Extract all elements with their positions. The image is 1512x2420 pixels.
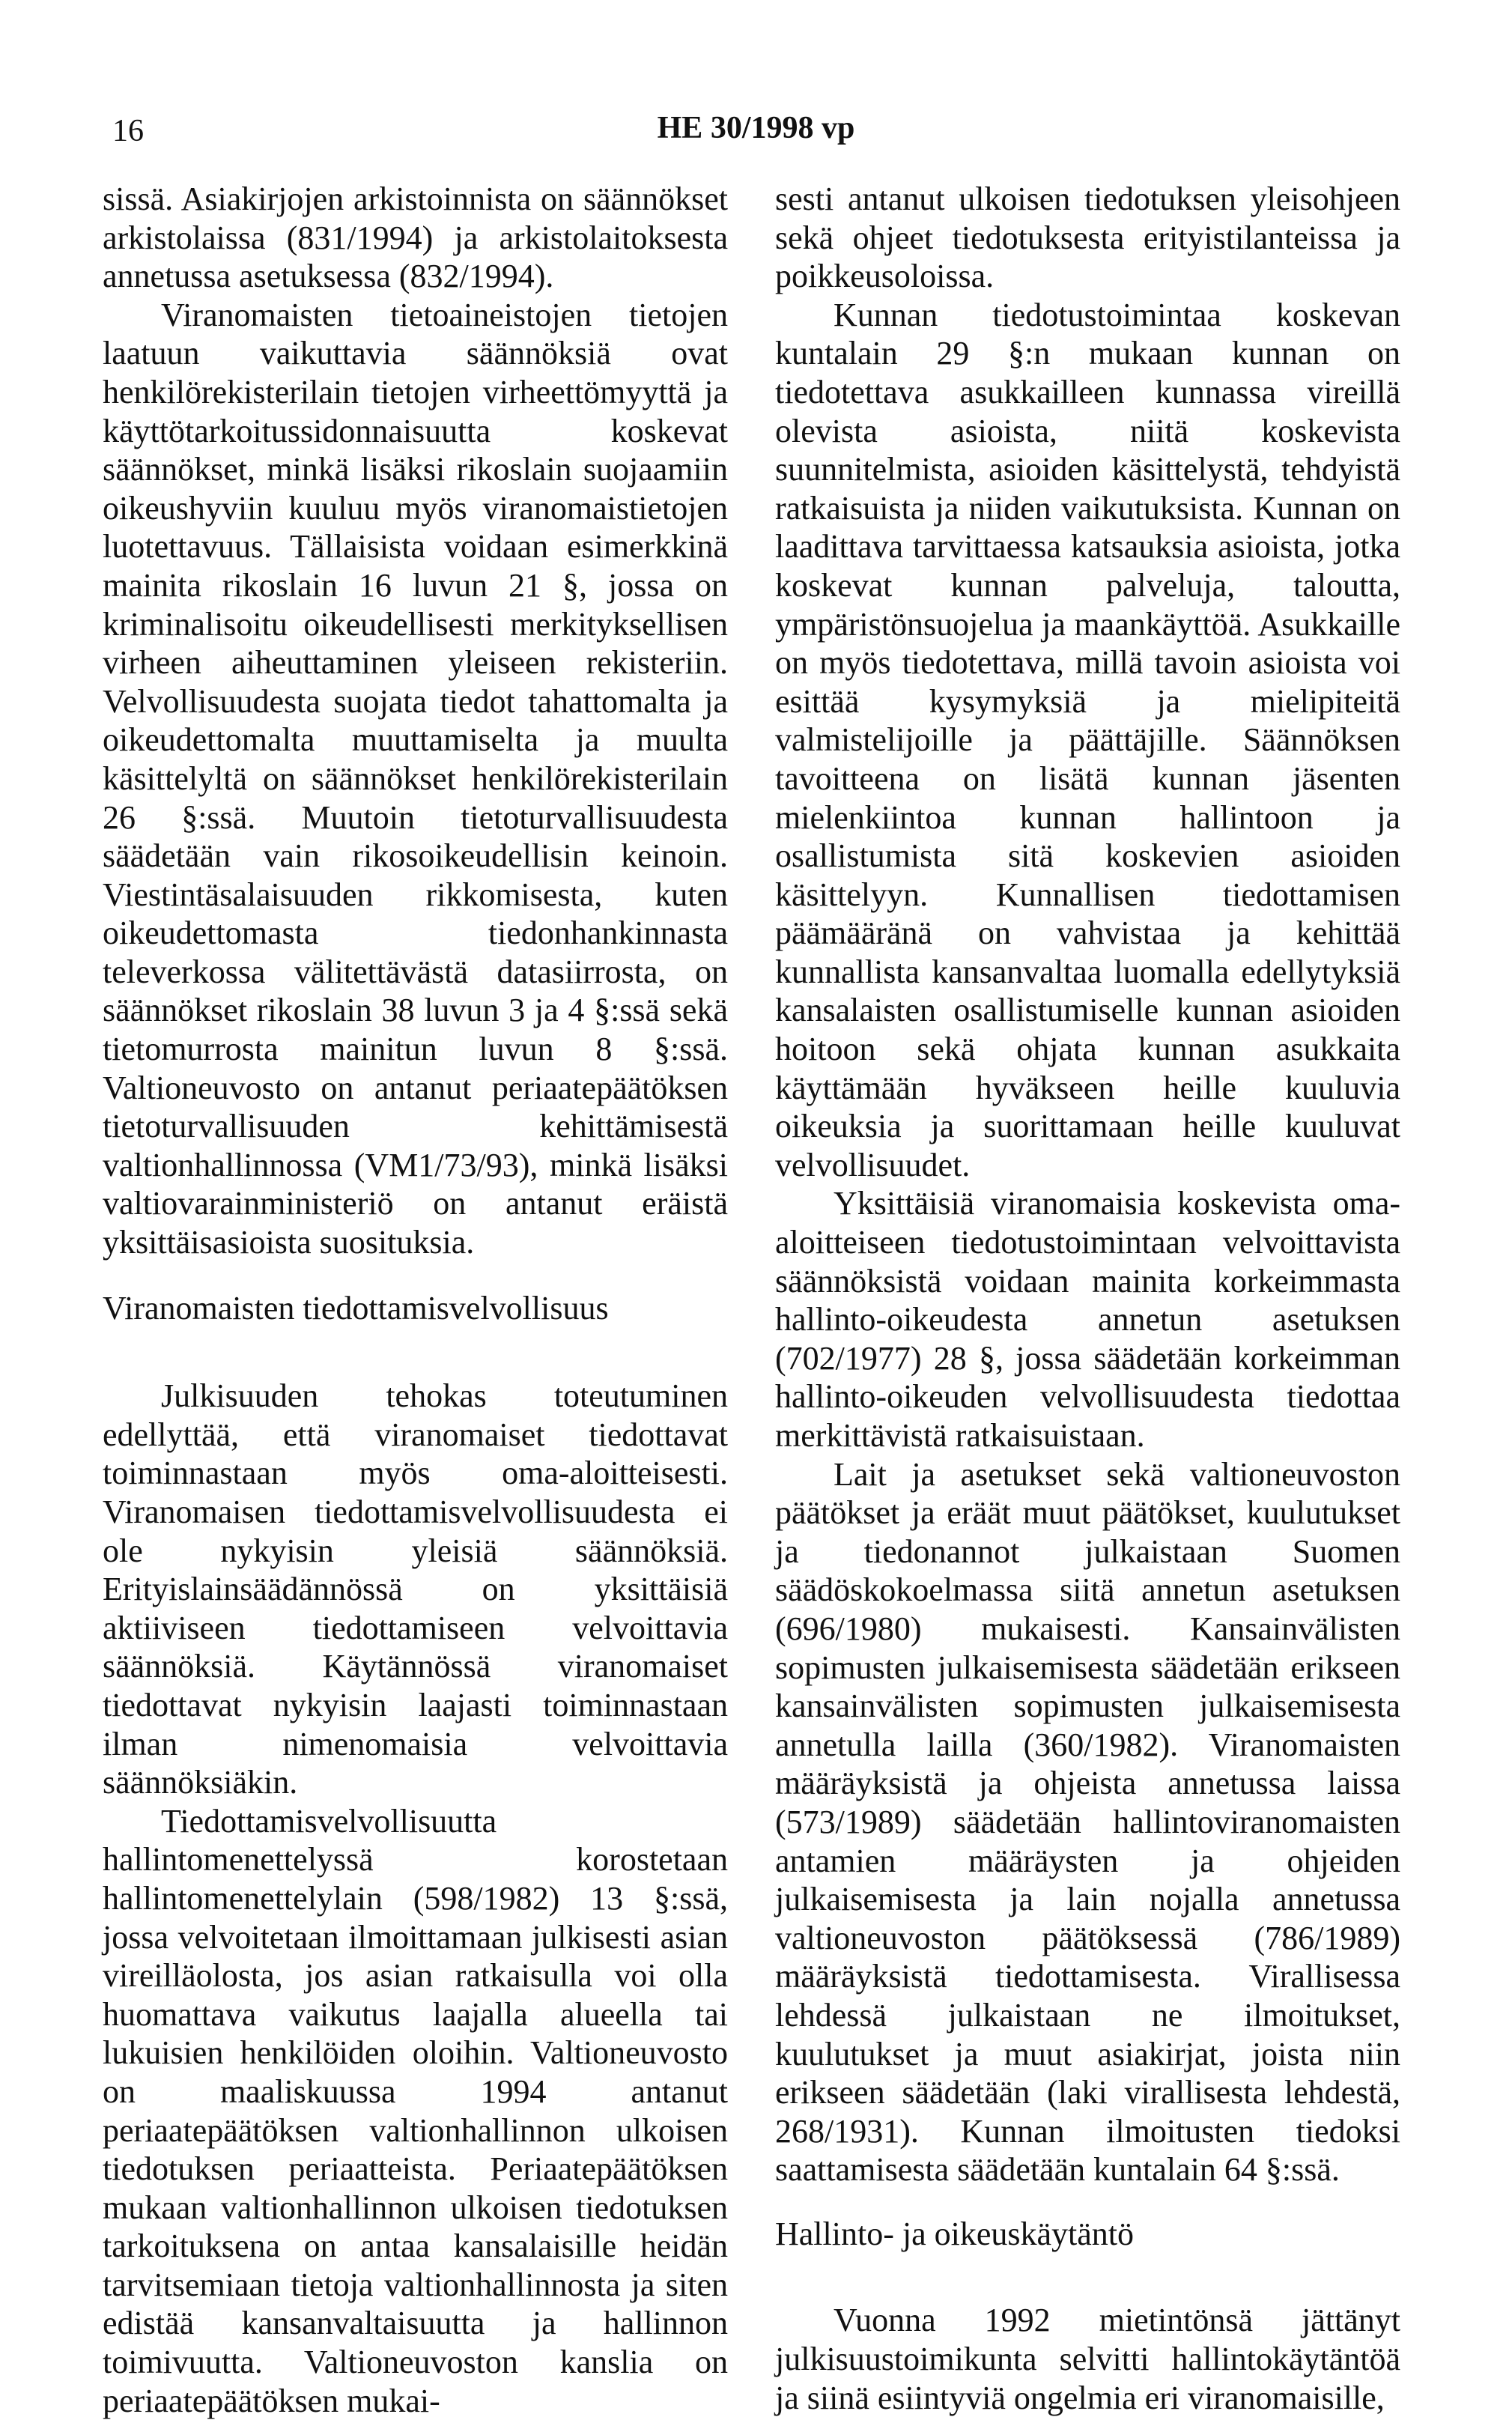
section-heading: Viranomaisten tiedottamisvelvollisuus [103,1289,609,1326]
paragraph: sesti antanut ulkoisen tiedotuksen yleisohjeen sekä ohjeet tiedotuksesta erityistilanteissa ja poikkeusoloissa. [775,181,1400,295]
page-number: 16 [112,114,144,148]
section-heading: Hallinto- ja oikeuskäytäntö [775,2215,1134,2252]
paragraph: Kunnan tiedotustoimintaa koskevan kuntalain 29 §:n mukaan kunnan on tiedotettava asukkailleen kunnassa vireillä olevista asioista, niitä koskevista suunnitelmista, asioiden käsittelystä, tehdyistä ratkaisuista ja niiden vaikutuksista. Kunnan on laadittava tarvittaessa katsauksia asioista, jotka koskevat kunnan palveluja, taloutta, ympäristönsuojelua ja maankäyttöä. Asukkaille on myös tiedotettava, millä tavoin asioista voi esittää kysymyksiä ja mielipiteitä valmistelijoille ja päättäjille. Säännöksen tavoitteena on lisätä kunnan jäsenten mielenkiintoa kunnan hallintoon ja osallistumista sitä koskevien asioiden käsittelyyn. Kunnallisen tiedottamisen päämääränä on vahvistaa ja kehittää kunnallista kansanvaltaa luomalla edellytyksiä kansalaisten osallistumiselle kunnan asioiden hoitoon sekä ohjata kunnan asukkaita käyttämään hyväkseen heille kuuluvia oikeuksia ja suorittamaan heille kuuluvat velvollisuudet. [775,296,1400,1183]
left-column [103,180,728,2420]
running-head: HE 30/1998 vp [657,111,855,145]
paragraph: Julkisuuden tehokas toteutuminen edellyttää, että viranomaiset tiedottavat toiminnastaan myös oma-aloitteisesti. Viranomaisen tiedottamisvelvollisuudesta ei ole nykyisin yleisiä säännöksiä. Erityislainsäädännössä on yksittäisiä aktiiviseen tiedottamiseen velvoittavia säännöksiä. Käytännössä viranomaiset tiedottavat nykyisin laajasti toiminnastaan ilman nimenomaisia velvoittavia säännöksiäkin. [103,1377,728,1801]
paragraph: Vuonna 1992 mietintönsä jättänyt julkisuustoimikunta selvitti hallintokäytäntöä ja siinä esiintyviä ongelmia eri viranomaisille, [775,2302,1400,2416]
right-column [775,180,1400,2417]
paragraph: sissä. Asiakirjojen arkistoinnista on säännökset arkistolaissa (831/1994) ja arkistolaitoksesta annetussa asetuksessa (832/1994). [103,181,728,295]
paragraph: Tiedottamisvelvollisuutta hallintomenettelyssä korostetaan hallintomenettelylain (598/1982) 13 §:ssä, jossa velvoitetaan ilmoittamaan julkisesti asian vireilläolosta, jos asian ratkaisulla voi olla huomattava vaikutus laajalla alueella tai lukuisien henkilöiden oloihin. Valtioneuvosto on maaliskuussa 1994 antanut periaatepäätöksen valtionhallinnon ulkoisen tiedotuksen periaatteista. Periaatepäätöksen mukaan valtionhallinnon ulkoisen tiedotuksen tarkoituksena on antaa kansalaisille heidän tarvitsemiaan tietoja valtionhallinnosta ja siten edistää kansanvaltaisuutta ja hallinnon toimivuutta. Valtioneuvoston kanslia on periaatepäätöksen mukai- [103,1802,728,2419]
paragraph: Lait ja asetukset sekä valtioneuvoston päätökset ja eräät muut päätökset, kuulutukset ja tiedonannot julkaistaan Suomen säädöskokoelmassa siitä annetun asetuksen (696/1980) mukaisesti. Kansainvälisten sopimusten julkaisemisesta säädetään erikseen kansainvälisten sopimusten julkaisemisesta annetulla lailla (360/1982). Viranomaisten määräyksistä ja ohjeista annetussa laissa (573/1989) säädetään hallintoviranomaisten antamien määräysten ja ohjeiden julkaisemisesta ja lain nojalla annetussa valtioneuvoston päätöksessä (786/1989) määräyksistä tiedottamisesta. Virallisessa lehdessä julkaistaan ne ilmoitukset, kuulutukset ja muut asiakirjat, joista niin erikseen säädetään (laki virallisesta lehdestä, 268/1931). Kunnan ilmoitusten tiedoksi saattamisesta säädetään kuntalain 64 §:ssä. [775,1455,1400,2189]
paragraph: Yksittäisiä viranomaisia koskevista oma-aloitteiseen tiedotustoimintaan velvoittavista säännöksistä voidaan mainita korkeimmasta hallinto-oikeudesta annetun asetuksen (702/1977) 28 §, jossa säädetään korkeimman hallinto-oikeuden velvollisuudesta tiedottaa merkittävistä ratkaisuistaan. [775,1185,1400,1454]
paragraph: Viranomaisten tietoaineistojen tietojen laatuun vaikuttavia säännöksiä ovat henkilörekisterilain tietojen virheettömyyttä ja käyttötarkoitussidonnaisuutta koskevat säännökset, minkä lisäksi rikoslain suojaamiin oikeushyviin kuuluu myös viranomaistietojen luotettavuus. Tällaisista voidaan esimerkkinä mainita rikoslain 16 luvun 21 §, jossa on kriminalisoitu oikeudellisesti merkityksellisen virheen aiheuttaminen yleiseen rekisteriin. Velvollisuudesta suojata tiedot tahattomalta ja oikeudettomalta muuttamiselta ja muulta käsittelyltä on säännökset henkilörekisterilain 26 §:ssä. Muutoin tietoturvallisuudesta säädetään vain rikosoikeudellisin keinoin. Viestintäsalaisuuden rikkomisesta, kuten oikeudettomasta tiedonhankinnasta televerkossa välitettävästä datasiirrosta, on säännökset rikoslain 38 luvun 3 ja 4 §:ssä sekä tietomurrosta mainitun luvun 8 §:ssä. Valtioneuvosto on antanut periaatepäätöksen tietoturvallisuuden kehittämisestä valtionhallinnossa (VM1/73/93), minkä lisäksi valtiovarainministeriö on antanut eräistä yksittäisasioista suosituksia. [103,296,728,1261]
